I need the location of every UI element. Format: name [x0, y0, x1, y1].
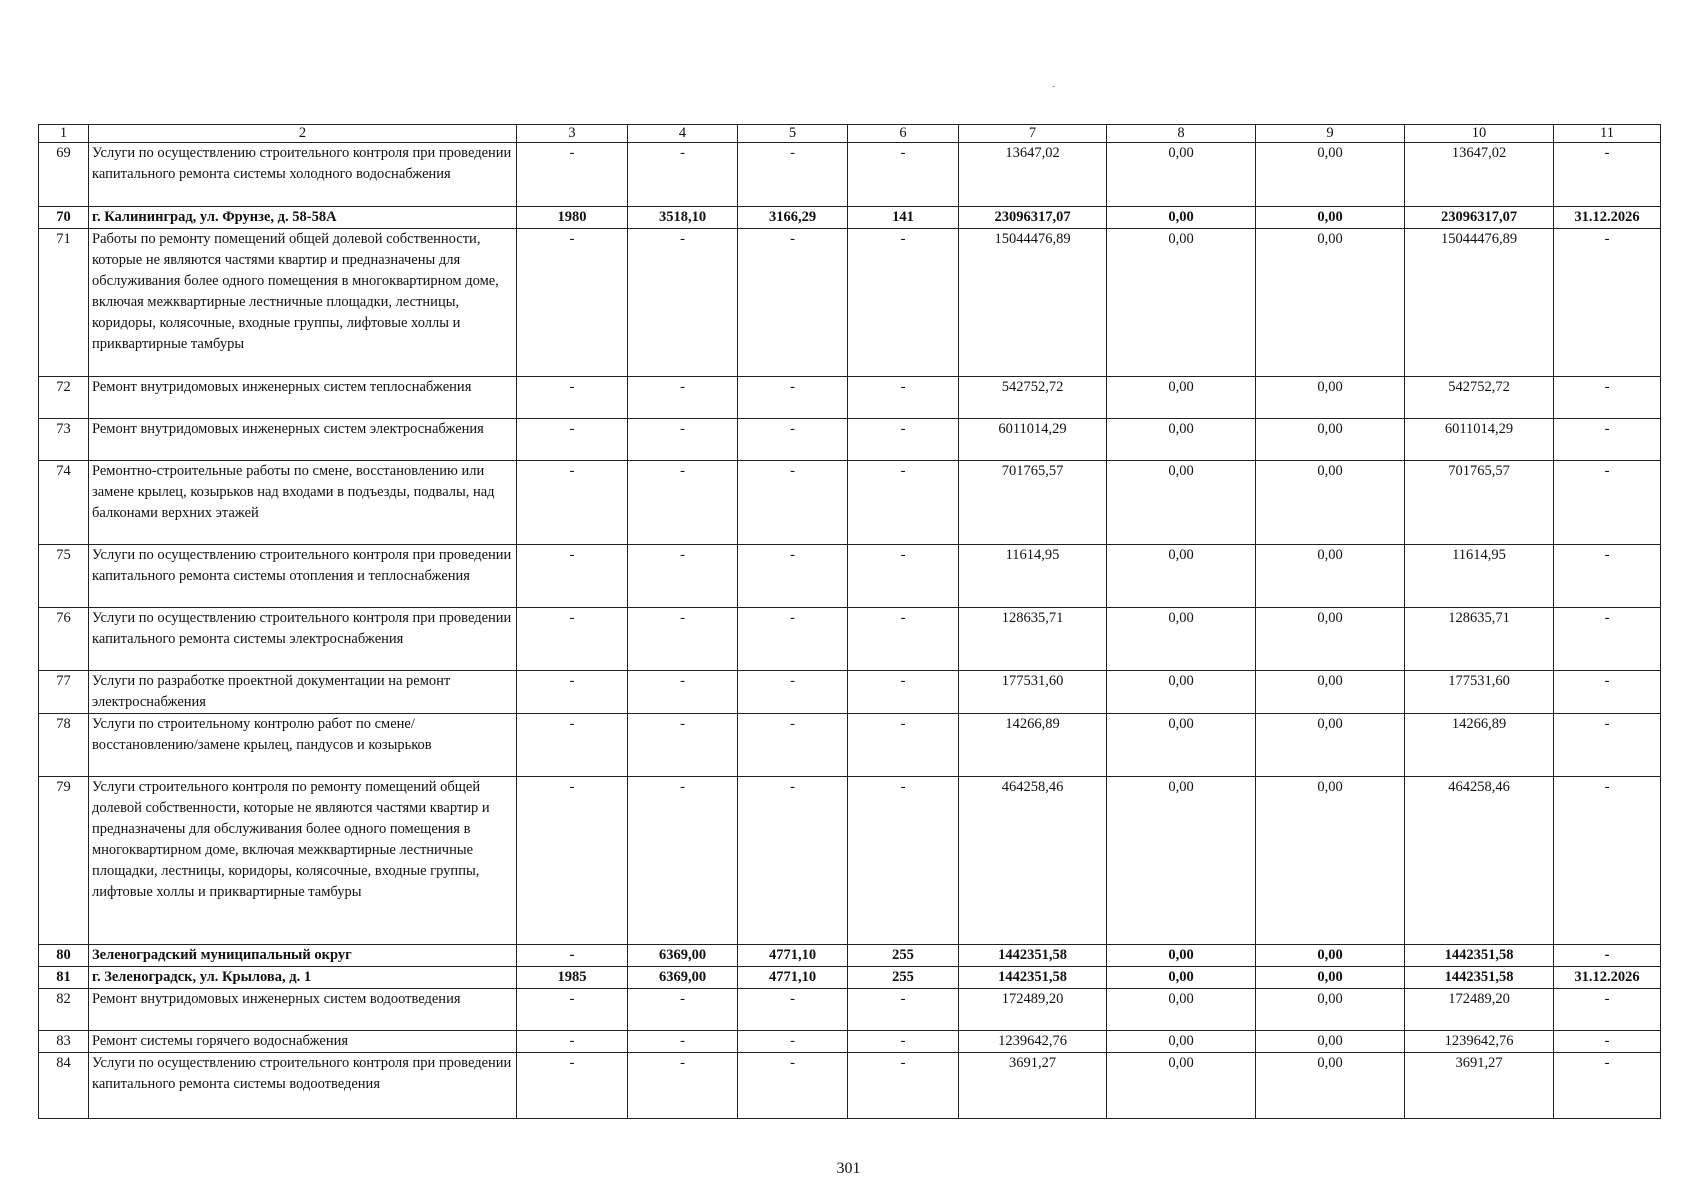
value-cell-c6: - — [848, 377, 959, 419]
value-cell-c3: - — [517, 419, 628, 461]
row-number-cell: 84 — [39, 1053, 89, 1119]
work-name-cell: Услуги по осуществлению строительного контроля при проведении капитального ремонта системы холодного водоснабжения — [89, 143, 517, 207]
work-name-cell: Ремонт внутридомовых инженерных систем теплоснабжения — [89, 377, 517, 419]
value-cell-c10: 13647,02 — [1405, 143, 1554, 207]
value-cell-c11: - — [1554, 1053, 1661, 1119]
value-cell-c5: - — [738, 714, 848, 777]
value-cell-c8: 0,00 — [1107, 1031, 1256, 1053]
value-cell-c7: 23096317,07 — [959, 207, 1107, 229]
value-cell-c8: 0,00 — [1107, 967, 1256, 989]
value-cell-c10: 542752,72 — [1405, 377, 1554, 419]
row-number-cell: 73 — [39, 419, 89, 461]
value-cell-c5: - — [738, 989, 848, 1031]
value-cell-c10: 23096317,07 — [1405, 207, 1554, 229]
value-cell-c8: 0,00 — [1107, 945, 1256, 967]
work-name-cell: Ремонт системы горячего водоснабжения — [89, 1031, 517, 1053]
table-row — [39, 143, 1661, 207]
value-cell-c6: - — [848, 229, 959, 377]
value-cell-c4: - — [628, 229, 738, 377]
value-cell-c6: 255 — [848, 967, 959, 989]
value-cell-c4: - — [628, 608, 738, 671]
value-cell-c11: - — [1554, 1031, 1661, 1053]
value-cell-c6: - — [848, 714, 959, 777]
table-row — [39, 989, 1661, 1031]
value-cell-c6: 141 — [848, 207, 959, 229]
value-cell-c7: 1239642,76 — [959, 1031, 1107, 1053]
value-cell-c5: 3166,29 — [738, 207, 848, 229]
value-cell-c8: 0,00 — [1107, 989, 1256, 1031]
value-cell-c9: 0,00 — [1256, 419, 1405, 461]
value-cell-c9: 0,00 — [1256, 1031, 1405, 1053]
value-cell-c10: 1442351,58 — [1405, 967, 1554, 989]
column-header-4: 4 — [628, 125, 738, 143]
value-cell-c7: 13647,02 — [959, 143, 1107, 207]
value-cell-c8: 0,00 — [1107, 229, 1256, 377]
value-cell-c5: - — [738, 229, 848, 377]
value-cell-c11: - — [1554, 229, 1661, 377]
work-name-cell: Ремонтно-строительные работы по смене, восстановлению или замене крылец, козырьков над входами в подъезды, подвалы, над балконами верхних этажей — [89, 461, 517, 545]
column-header-1: 1 — [39, 125, 89, 143]
table-row — [39, 545, 1661, 608]
work-name-cell: г. Калининград, ул. Фрунзе, д. 58-58А — [89, 207, 517, 229]
table-row — [39, 419, 1661, 461]
value-cell-c7: 701765,57 — [959, 461, 1107, 545]
value-cell-c11: - — [1554, 143, 1661, 207]
value-cell-c9: 0,00 — [1256, 671, 1405, 714]
work-name-cell: Услуги строительного контроля по ремонту помещений общей долевой собственности, которые не являются частями квартир и предназначены для обслуживания более одного помещения в многоквартирном доме, включая межквартирные лестничные площадки, лестницы, коридоры, колясочные, входные группы, лифтовые холлы и приквартирные тамбуры — [89, 777, 517, 945]
value-cell-c9: 0,00 — [1256, 608, 1405, 671]
value-cell-c10: 15044476,89 — [1405, 229, 1554, 377]
value-cell-c3: - — [517, 1031, 628, 1053]
value-cell-c6: 255 — [848, 945, 959, 967]
value-cell-c6: - — [848, 419, 959, 461]
work-name-cell: Услуги по строительному контролю работ по смене/восстановлению/замене крылец, пандусов и козырьков — [89, 714, 517, 777]
value-cell-c11: - — [1554, 714, 1661, 777]
value-cell-c5: - — [738, 608, 848, 671]
row-number-cell: 70 — [39, 207, 89, 229]
row-number-cell: 79 — [39, 777, 89, 945]
value-cell-c5: - — [738, 671, 848, 714]
value-cell-c5: - — [738, 461, 848, 545]
value-cell-c8: 0,00 — [1107, 143, 1256, 207]
value-cell-c7: 6011014,29 — [959, 419, 1107, 461]
value-cell-c7: 1442351,58 — [959, 945, 1107, 967]
value-cell-c11: - — [1554, 777, 1661, 945]
table-row — [39, 671, 1661, 714]
column-header-8: 8 — [1107, 125, 1256, 143]
work-name-cell: Работы по ремонту помещений общей долевой собственности, которые не являются частями квартир и предназначены для обслуживания более одного помещения в многоквартирном доме, включая межквартирные лестничные площадки, лестницы, коридоры, колясочные, входные группы, лифтовые холлы и приквартирные тамбуры — [89, 229, 517, 377]
value-cell-c10: 172489,20 — [1405, 989, 1554, 1031]
value-cell-c6: - — [848, 461, 959, 545]
value-cell-c3: - — [517, 608, 628, 671]
column-header-11: 11 — [1554, 125, 1661, 143]
work-name-cell: Зеленоградский муниципальный округ — [89, 945, 517, 967]
value-cell-c4: - — [628, 714, 738, 777]
value-cell-c4: - — [628, 461, 738, 545]
value-cell-c8: 0,00 — [1107, 419, 1256, 461]
row-number-cell: 83 — [39, 1031, 89, 1053]
value-cell-c7: 14266,89 — [959, 714, 1107, 777]
row-number-cell: 82 — [39, 989, 89, 1031]
value-cell-c10: 701765,57 — [1405, 461, 1554, 545]
value-cell-c8: 0,00 — [1107, 777, 1256, 945]
value-cell-c7: 1442351,58 — [959, 967, 1107, 989]
value-cell-c6: - — [848, 1031, 959, 1053]
value-cell-c10: 1442351,58 — [1405, 945, 1554, 967]
value-cell-c9: 0,00 — [1256, 714, 1405, 777]
value-cell-c11: 31.12.2026 — [1554, 207, 1661, 229]
column-header-10: 10 — [1405, 125, 1554, 143]
value-cell-c8: 0,00 — [1107, 377, 1256, 419]
value-cell-c5: - — [738, 1053, 848, 1119]
scan-speck — [1052, 86, 1055, 87]
value-cell-c4: 3518,10 — [628, 207, 738, 229]
row-number-cell: 75 — [39, 545, 89, 608]
work-name-cell: Услуги по осуществлению строительного контроля при проведении капитального ремонта системы отопления и теплоснабжения — [89, 545, 517, 608]
value-cell-c8: 0,00 — [1107, 545, 1256, 608]
value-cell-c4: - — [628, 671, 738, 714]
value-cell-c4: - — [628, 1053, 738, 1119]
value-cell-c10: 6011014,29 — [1405, 419, 1554, 461]
value-cell-c6: - — [848, 671, 959, 714]
value-cell-c9: 0,00 — [1256, 545, 1405, 608]
value-cell-c3: - — [517, 671, 628, 714]
work-name-cell: Услуги по разработке проектной документации на ремонт электроснабжения — [89, 671, 517, 714]
value-cell-c11: - — [1554, 671, 1661, 714]
value-cell-c5: 4771,10 — [738, 945, 848, 967]
table-row — [39, 377, 1661, 419]
value-cell-c7: 464258,46 — [959, 777, 1107, 945]
row-number-cell: 72 — [39, 377, 89, 419]
value-cell-c7: 3691,27 — [959, 1053, 1107, 1119]
value-cell-c8: 0,00 — [1107, 714, 1256, 777]
row-number-cell: 74 — [39, 461, 89, 545]
value-cell-c3: - — [517, 377, 628, 419]
value-cell-c10: 3691,27 — [1405, 1053, 1554, 1119]
value-cell-c4: - — [628, 777, 738, 945]
value-cell-c3: 1985 — [517, 967, 628, 989]
value-cell-c10: 11614,95 — [1405, 545, 1554, 608]
value-cell-c9: 0,00 — [1256, 229, 1405, 377]
value-cell-c11: - — [1554, 945, 1661, 967]
value-cell-c9: 0,00 — [1256, 777, 1405, 945]
value-cell-c11: - — [1554, 461, 1661, 545]
value-cell-c7: 11614,95 — [959, 545, 1107, 608]
value-cell-c5: 4771,10 — [738, 967, 848, 989]
value-cell-c11: - — [1554, 989, 1661, 1031]
value-cell-c6: - — [848, 1053, 959, 1119]
table-row — [39, 608, 1661, 671]
column-header-9: 9 — [1256, 125, 1405, 143]
value-cell-c11: - — [1554, 377, 1661, 419]
value-cell-c6: - — [848, 777, 959, 945]
work-name-cell: г. Зеленоградск, ул. Крылова, д. 1 — [89, 967, 517, 989]
work-name-cell: Ремонт внутридомовых инженерных систем электроснабжения — [89, 419, 517, 461]
value-cell-c8: 0,00 — [1107, 608, 1256, 671]
value-cell-c5: - — [738, 419, 848, 461]
column-header-7: 7 — [959, 125, 1107, 143]
row-number-cell: 80 — [39, 945, 89, 967]
value-cell-c10: 177531,60 — [1405, 671, 1554, 714]
value-cell-c6: - — [848, 608, 959, 671]
value-cell-c3: 1980 — [517, 207, 628, 229]
table-row — [39, 207, 1661, 229]
row-number-cell: 78 — [39, 714, 89, 777]
row-number-cell: 71 — [39, 229, 89, 377]
value-cell-c9: 0,00 — [1256, 1053, 1405, 1119]
value-cell-c8: 0,00 — [1107, 1053, 1256, 1119]
row-number-cell: 77 — [39, 671, 89, 714]
value-cell-c8: 0,00 — [1107, 461, 1256, 545]
value-cell-c9: 0,00 — [1256, 377, 1405, 419]
column-header-3: 3 — [517, 125, 628, 143]
column-header-6: 6 — [848, 125, 959, 143]
value-cell-c7: 15044476,89 — [959, 229, 1107, 377]
value-cell-c7: 172489,20 — [959, 989, 1107, 1031]
table-row — [39, 777, 1661, 945]
column-header-5: 5 — [738, 125, 848, 143]
value-cell-c3: - — [517, 143, 628, 207]
value-cell-c3: - — [517, 229, 628, 377]
value-cell-c8: 0,00 — [1107, 207, 1256, 229]
value-cell-c6: - — [848, 989, 959, 1031]
value-cell-c4: - — [628, 143, 738, 207]
value-cell-c11: - — [1554, 419, 1661, 461]
table-row — [39, 714, 1661, 777]
value-cell-c5: - — [738, 777, 848, 945]
column-header-2: 2 — [89, 125, 517, 143]
value-cell-c11: 31.12.2026 — [1554, 967, 1661, 989]
value-cell-c3: - — [517, 545, 628, 608]
value-cell-c3: - — [517, 714, 628, 777]
table-row — [39, 229, 1661, 377]
table-row — [39, 1031, 1661, 1053]
column-number-row — [39, 125, 1661, 143]
value-cell-c9: 0,00 — [1256, 989, 1405, 1031]
value-cell-c4: 6369,00 — [628, 945, 738, 967]
value-cell-c4: 6369,00 — [628, 967, 738, 989]
value-cell-c9: 0,00 — [1256, 945, 1405, 967]
value-cell-c4: - — [628, 545, 738, 608]
value-cell-c10: 14266,89 — [1405, 714, 1554, 777]
value-cell-c7: 128635,71 — [959, 608, 1107, 671]
value-cell-c8: 0,00 — [1107, 671, 1256, 714]
value-cell-c9: 0,00 — [1256, 967, 1405, 989]
value-cell-c3: - — [517, 989, 628, 1031]
value-cell-c5: - — [738, 545, 848, 608]
value-cell-c11: - — [1554, 608, 1661, 671]
value-cell-c5: - — [738, 377, 848, 419]
value-cell-c10: 464258,46 — [1405, 777, 1554, 945]
value-cell-c4: - — [628, 419, 738, 461]
work-name-cell: Услуги по осуществлению строительного контроля при проведении капитального ремонта системы водоотведения — [89, 1053, 517, 1119]
value-cell-c9: 0,00 — [1256, 461, 1405, 545]
value-cell-c5: - — [738, 143, 848, 207]
value-cell-c3: - — [517, 461, 628, 545]
value-cell-c10: 128635,71 — [1405, 608, 1554, 671]
row-number-cell: 76 — [39, 608, 89, 671]
value-cell-c10: 1239642,76 — [1405, 1031, 1554, 1053]
row-number-cell: 69 — [39, 143, 89, 207]
value-cell-c7: 177531,60 — [959, 671, 1107, 714]
value-cell-c4: - — [628, 1031, 738, 1053]
value-cell-c7: 542752,72 — [959, 377, 1107, 419]
row-number-cell: 81 — [39, 967, 89, 989]
work-name-cell: Услуги по осуществлению строительного контроля при проведении капитального ремонта системы электроснабжения — [89, 608, 517, 671]
value-cell-c3: - — [517, 777, 628, 945]
value-cell-c9: 0,00 — [1256, 207, 1405, 229]
value-cell-c3: - — [517, 1053, 628, 1119]
page-number: 301 — [836, 1160, 861, 1177]
value-cell-c5: - — [738, 1031, 848, 1053]
value-cell-c6: - — [848, 545, 959, 608]
table-row — [39, 945, 1661, 967]
value-cell-c9: 0,00 — [1256, 143, 1405, 207]
table-row — [39, 1053, 1661, 1119]
value-cell-c3: - — [517, 945, 628, 967]
value-cell-c4: - — [628, 989, 738, 1031]
work-name-cell: Ремонт внутридомовых инженерных систем водоотведения — [89, 989, 517, 1031]
value-cell-c11: - — [1554, 545, 1661, 608]
register-table — [38, 124, 1661, 1119]
value-cell-c6: - — [848, 143, 959, 207]
table-body — [39, 125, 1661, 1119]
table-row — [39, 461, 1661, 545]
value-cell-c4: - — [628, 377, 738, 419]
table-row — [39, 967, 1661, 989]
